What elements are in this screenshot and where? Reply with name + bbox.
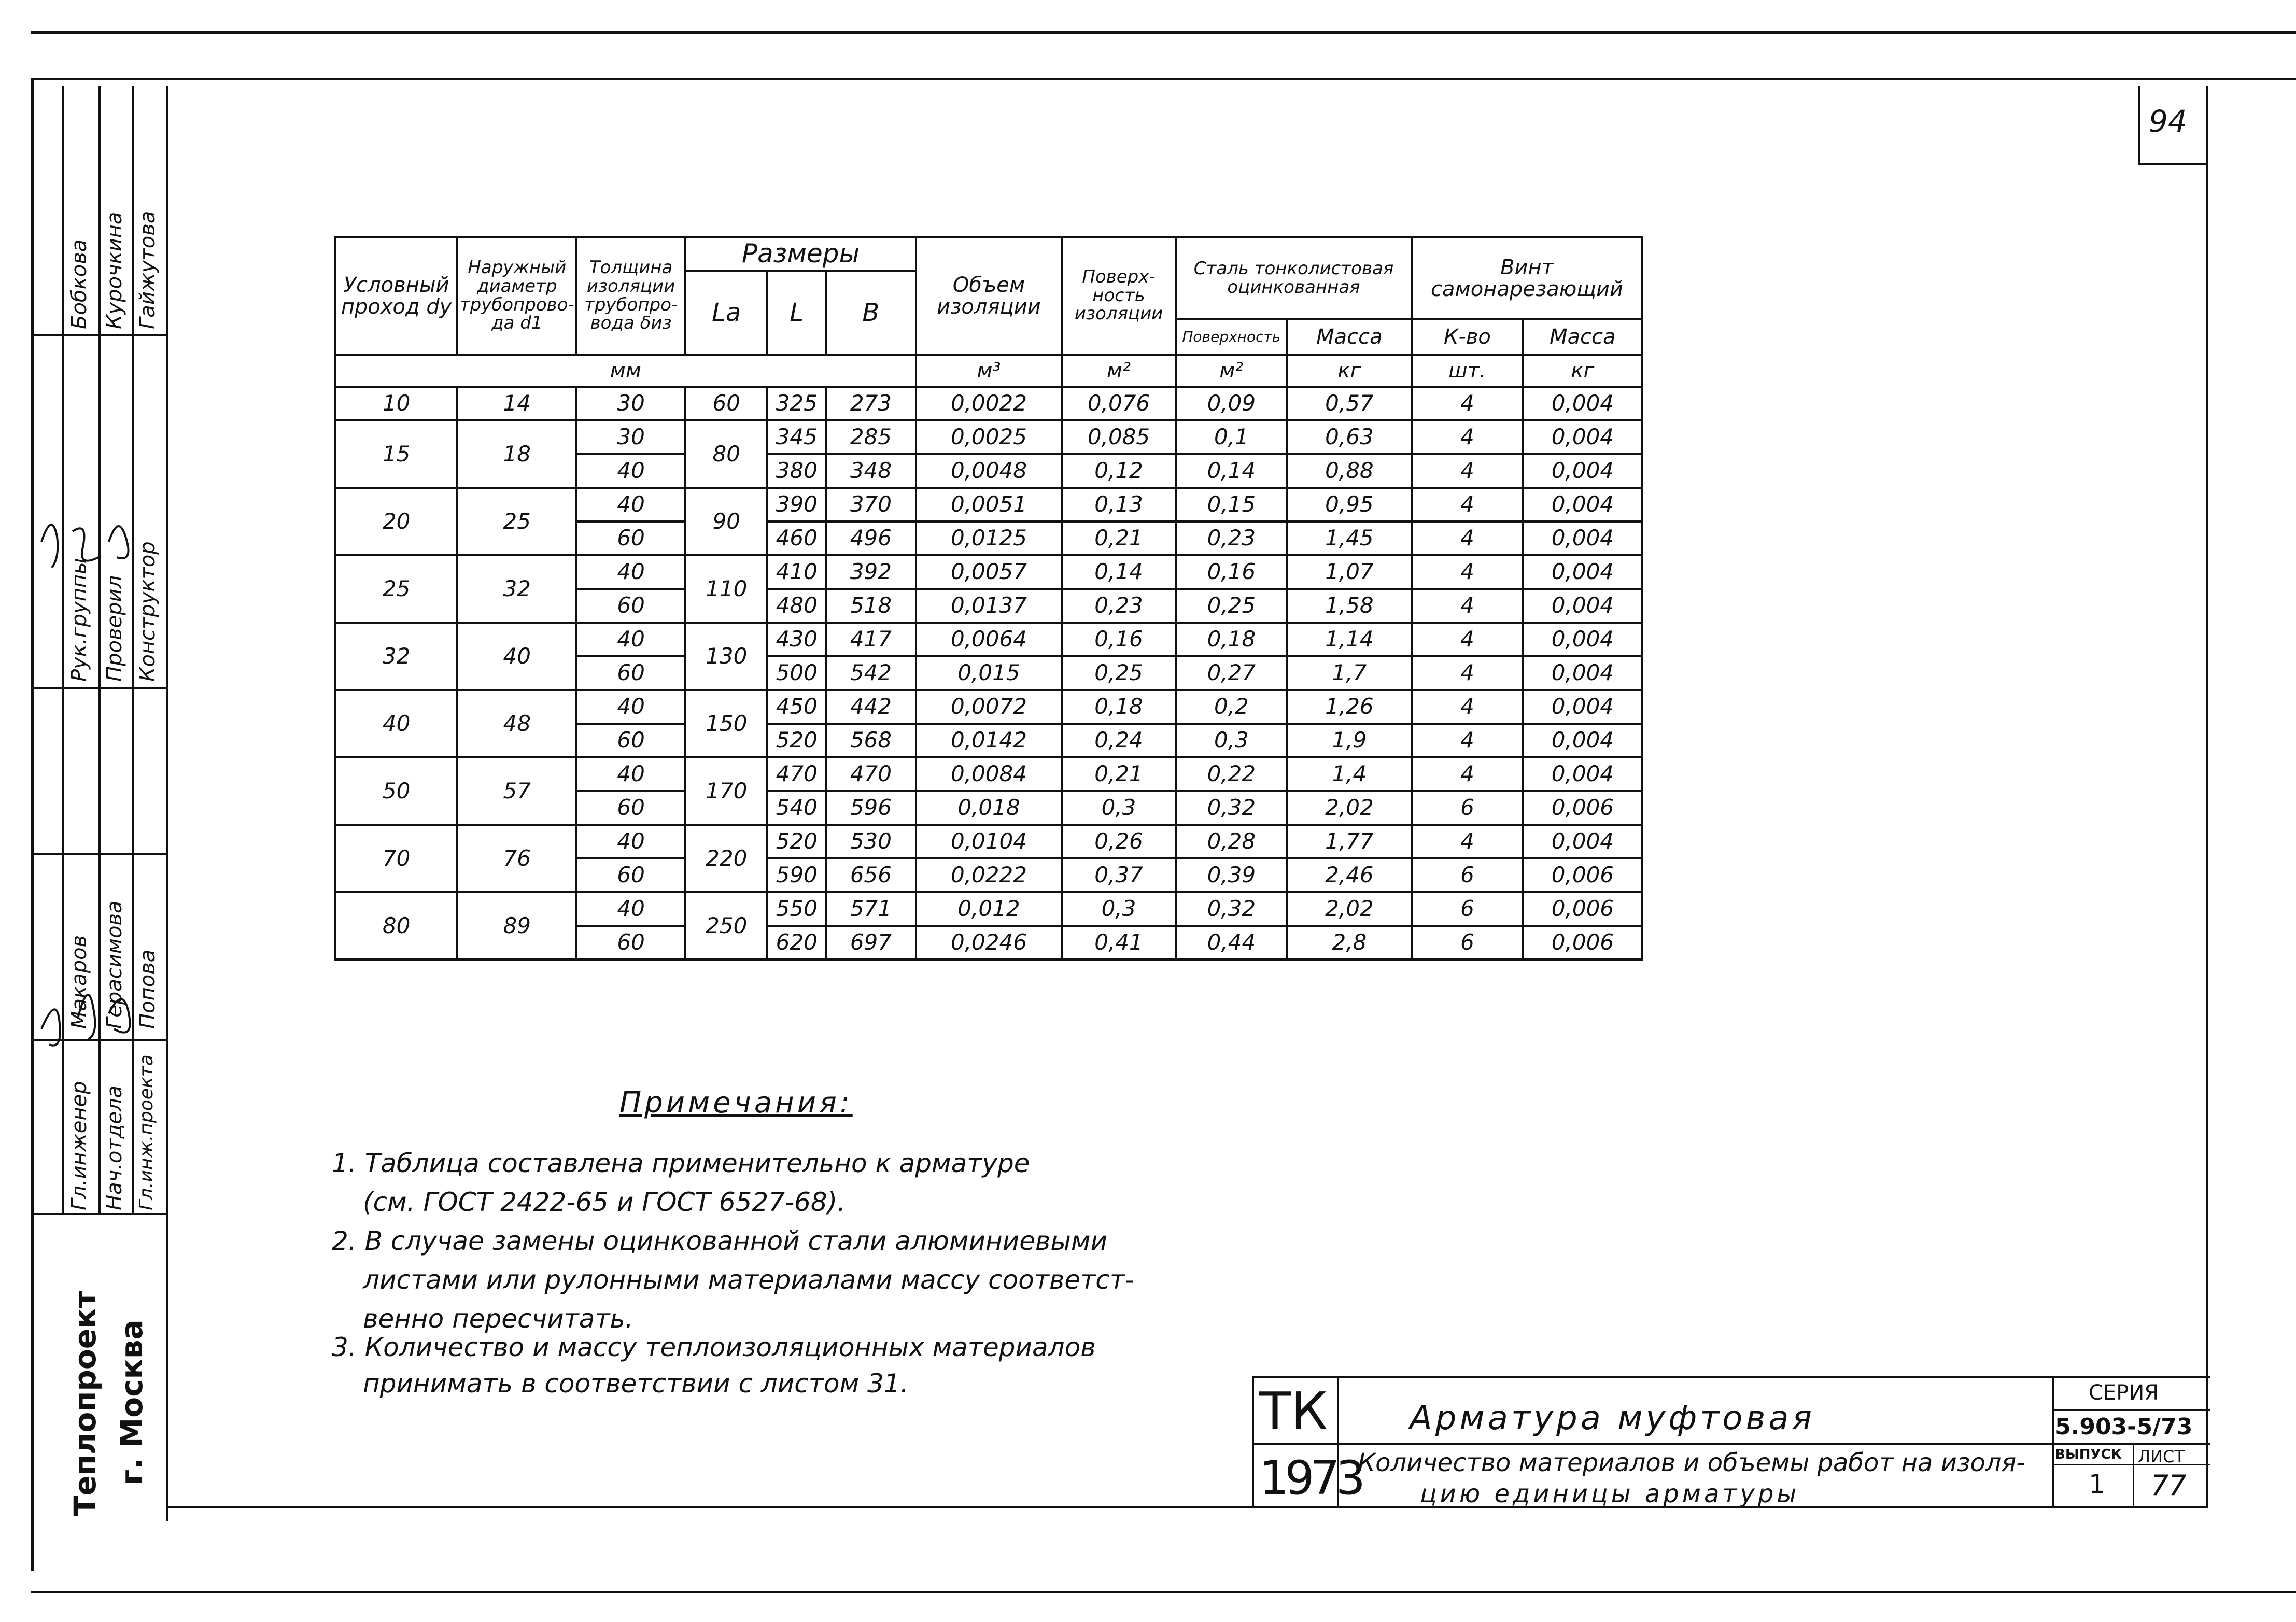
header-du: Условный проход dy xyxy=(335,237,457,355)
cell-outer-diameter: 18 xyxy=(457,420,576,488)
table-row xyxy=(335,825,1642,858)
cell-steel-mass: 1,7 xyxy=(1287,656,1412,690)
cell-l: 390 xyxy=(767,488,825,521)
cell-surface: 0,3 xyxy=(1062,791,1176,825)
table-row xyxy=(335,757,1642,791)
note-line: принимать в соответствии с листом 31. xyxy=(363,1369,909,1399)
cell-b: 273 xyxy=(826,387,916,420)
cell-outer-diameter: 14 xyxy=(457,387,576,420)
cell-steel-mass: 0,88 xyxy=(1287,454,1412,488)
cell-surface: 0,076 xyxy=(1062,387,1176,420)
cell-surface: 0,13 xyxy=(1062,488,1176,521)
cell-steel-surface: 0,25 xyxy=(1176,589,1287,623)
cell-la: 110 xyxy=(685,555,768,623)
cell-surface: 0,24 xyxy=(1062,724,1176,757)
cell-b: 442 xyxy=(826,690,916,724)
cell-l: 540 xyxy=(767,791,825,825)
cell-volume: 0,0137 xyxy=(916,589,1062,623)
year-label: 1973 xyxy=(1259,1451,1362,1505)
cell-outer-diameter: 25 xyxy=(457,488,576,555)
tk-label: ТК xyxy=(1259,1381,1328,1442)
signatures xyxy=(31,86,166,1226)
header-sizes: Размеры xyxy=(685,237,916,271)
cell-screw-mass: 0,004 xyxy=(1523,757,1642,791)
cell-screw-qty: 4 xyxy=(1412,454,1523,488)
cell-thickness: 60 xyxy=(576,589,685,623)
cell-outer-diameter: 32 xyxy=(457,555,576,623)
cell-steel-mass: 1,14 xyxy=(1287,623,1412,656)
cell-screw-mass: 0,004 xyxy=(1523,724,1642,757)
cell-b: 530 xyxy=(826,825,916,858)
header-screw: Винт самонарезающий xyxy=(1412,237,1642,319)
cell-surface: 0,16 xyxy=(1062,623,1176,656)
cell-volume: 0,0057 xyxy=(916,555,1062,589)
cell-l: 460 xyxy=(767,521,825,555)
cell-l: 380 xyxy=(767,454,825,488)
role-project-chief: Гл.инж.проекта xyxy=(136,1054,157,1210)
header-b: B xyxy=(826,271,916,355)
cell-volume: 0,0022 xyxy=(916,387,1062,420)
role-group-head: Рук.группы xyxy=(67,558,91,682)
cell-screw-qty: 4 xyxy=(1412,757,1523,791)
cell-thickness: 60 xyxy=(576,724,685,757)
cell-screw-mass: 0,004 xyxy=(1523,387,1642,420)
name-4: Макаров xyxy=(67,935,91,1029)
cell-b: 518 xyxy=(826,589,916,623)
cell-steel-surface: 0,27 xyxy=(1176,656,1287,690)
cell-volume: 0,018 xyxy=(916,791,1062,825)
cell-thickness: 40 xyxy=(576,454,685,488)
cell-thickness: 40 xyxy=(576,825,685,858)
name-1: Бобкова xyxy=(67,239,91,329)
cell-screw-qty: 4 xyxy=(1412,724,1523,757)
header-surface: Поверх-ность изоляции xyxy=(1062,237,1176,355)
cell-b: 348 xyxy=(826,454,916,488)
cell-du: 10 xyxy=(335,387,457,420)
cell-outer-diameter: 40 xyxy=(457,623,576,690)
cell-la: 250 xyxy=(685,892,768,960)
unit-m3: м³ xyxy=(916,355,1062,387)
cell-screw-qty: 4 xyxy=(1412,589,1523,623)
cell-thickness: 40 xyxy=(576,488,685,521)
cell-steel-surface: 0,16 xyxy=(1176,555,1287,589)
cell-screw-qty: 4 xyxy=(1412,690,1523,724)
cell-thickness: 40 xyxy=(576,623,685,656)
cell-volume: 0,0064 xyxy=(916,623,1062,656)
cell-steel-mass: 0,57 xyxy=(1287,387,1412,420)
cell-l: 550 xyxy=(767,892,825,926)
cell-b: 470 xyxy=(826,757,916,791)
issue-label: ВЫПУСК xyxy=(2055,1447,2122,1462)
cell-screw-mass: 0,004 xyxy=(1523,488,1642,521)
role-dept-head: Нач.отдела xyxy=(103,1085,126,1210)
unit-pcs: шт. xyxy=(1412,355,1523,387)
cell-thickness: 30 xyxy=(576,387,685,420)
sheet-value: 77 xyxy=(2151,1469,2187,1502)
cell-surface: 0,21 xyxy=(1062,521,1176,555)
cell-screw-mass: 0,006 xyxy=(1523,791,1642,825)
materials-table xyxy=(334,236,1643,961)
cell-l: 590 xyxy=(767,858,825,892)
table-row xyxy=(335,420,1642,454)
cell-b: 370 xyxy=(826,488,916,521)
cell-volume: 0,0048 xyxy=(916,454,1062,488)
cell-du: 50 xyxy=(335,757,457,825)
title-block xyxy=(1252,1376,2210,1508)
series-value: 5.903-5/73 xyxy=(2055,1414,2193,1440)
cell-thickness: 60 xyxy=(576,656,685,690)
cell-screw-qty: 6 xyxy=(1412,791,1523,825)
cell-b: 568 xyxy=(826,724,916,757)
cell-steel-surface: 0,22 xyxy=(1176,757,1287,791)
cell-thickness: 40 xyxy=(576,690,685,724)
cell-screw-mass: 0,006 xyxy=(1523,926,1642,960)
cell-thickness: 40 xyxy=(576,892,685,926)
cell-steel-surface: 0,15 xyxy=(1176,488,1287,521)
table-row xyxy=(335,892,1642,926)
cell-steel-mass: 2,8 xyxy=(1287,926,1412,960)
cell-b: 542 xyxy=(826,656,916,690)
cell-screw-mass: 0,004 xyxy=(1523,656,1642,690)
cell-surface: 0,26 xyxy=(1062,825,1176,858)
cell-steel-mass: 1,58 xyxy=(1287,589,1412,623)
cell-la: 220 xyxy=(685,825,768,892)
title-sub-2: цию единицы арматуры xyxy=(1420,1479,1800,1508)
cell-steel-surface: 0,18 xyxy=(1176,623,1287,656)
cell-steel-mass: 1,4 xyxy=(1287,757,1412,791)
title-sub-1: Количество материалов и объемы работ на изоля- xyxy=(1358,1448,2025,1477)
cell-screw-qty: 4 xyxy=(1412,623,1523,656)
cell-b: 697 xyxy=(826,926,916,960)
cell-steel-surface: 0,39 xyxy=(1176,858,1287,892)
cell-outer-diameter: 57 xyxy=(457,757,576,825)
name-2: Курочкина xyxy=(103,211,126,329)
cell-steel-surface: 0,14 xyxy=(1176,454,1287,488)
note-line: листами или рулонными материалами массу соответст- xyxy=(363,1265,1134,1295)
cell-screw-qty: 6 xyxy=(1412,858,1523,892)
cell-b: 392 xyxy=(826,555,916,589)
cell-volume: 0,0222 xyxy=(916,858,1062,892)
cell-surface: 0,41 xyxy=(1062,926,1176,960)
top-border xyxy=(31,78,2296,80)
cell-thickness: 30 xyxy=(576,420,685,454)
header-steel: Сталь тонколистовая оцинкованная xyxy=(1176,237,1412,319)
cell-surface: 0,14 xyxy=(1062,555,1176,589)
cell-steel-surface: 0,1 xyxy=(1176,420,1287,454)
cell-screw-qty: 4 xyxy=(1412,521,1523,555)
notes-title: Примечания: xyxy=(619,1086,853,1120)
note-line: 3. Количество и массу теплоизоляционных материалов xyxy=(332,1332,1096,1362)
unit-m2: м² xyxy=(1176,355,1287,387)
cell-screw-qty: 6 xyxy=(1412,926,1523,960)
cell-thickness: 60 xyxy=(576,521,685,555)
cell-screw-mass: 0,004 xyxy=(1523,623,1642,656)
cell-screw-qty: 4 xyxy=(1412,555,1523,589)
cell-volume: 0,015 xyxy=(916,656,1062,690)
cell-steel-surface: 0,2 xyxy=(1176,690,1287,724)
cell-l: 450 xyxy=(767,690,825,724)
cell-l: 620 xyxy=(767,926,825,960)
cell-l: 480 xyxy=(767,589,825,623)
issue-value: 1 xyxy=(2089,1469,2105,1499)
cell-screw-mass: 0,006 xyxy=(1523,858,1642,892)
cell-la: 90 xyxy=(685,488,768,555)
cell-la: 170 xyxy=(685,757,768,825)
cell-steel-mass: 1,26 xyxy=(1287,690,1412,724)
cell-la: 80 xyxy=(685,420,768,488)
cell-screw-qty: 4 xyxy=(1412,387,1523,420)
cell-l: 430 xyxy=(767,623,825,656)
cell-l: 345 xyxy=(767,420,825,454)
cell-thickness: 60 xyxy=(576,858,685,892)
cell-outer-diameter: 89 xyxy=(457,892,576,960)
cell-b: 571 xyxy=(826,892,916,926)
note-line: венно пересчитать. xyxy=(363,1304,633,1334)
cell-steel-surface: 0,23 xyxy=(1176,521,1287,555)
table-row xyxy=(335,690,1642,724)
cell-du: 25 xyxy=(335,555,457,623)
cell-l: 520 xyxy=(767,825,825,858)
org-city: г. Москва xyxy=(114,1319,149,1485)
header-volume: Объем изоляции xyxy=(916,237,1062,355)
cell-volume: 0,0025 xyxy=(916,420,1062,454)
cell-surface: 0,12 xyxy=(1062,454,1176,488)
unit-m2: м² xyxy=(1062,355,1176,387)
cell-screw-mass: 0,004 xyxy=(1523,555,1642,589)
cell-steel-surface: 0,3 xyxy=(1176,724,1287,757)
cell-screw-mass: 0,004 xyxy=(1523,690,1642,724)
cell-outer-diameter: 48 xyxy=(457,690,576,757)
note-line: (см. ГОСТ 2422-65 и ГОСТ 6527-68). xyxy=(363,1187,846,1217)
cell-surface: 0,23 xyxy=(1062,589,1176,623)
header-la: La xyxy=(685,271,768,355)
cell-surface: 0,18 xyxy=(1062,690,1176,724)
top-border xyxy=(31,31,2296,34)
series-label: СЕРИЯ xyxy=(2089,1381,2159,1405)
name-6: Попова xyxy=(136,949,160,1029)
cell-volume: 0,0104 xyxy=(916,825,1062,858)
cell-screw-mass: 0,004 xyxy=(1523,454,1642,488)
cell-volume: 0,0051 xyxy=(916,488,1062,521)
cell-du: 80 xyxy=(335,892,457,960)
cell-l: 500 xyxy=(767,656,825,690)
cell-screw-qty: 6 xyxy=(1412,892,1523,926)
cell-screw-mass: 0,004 xyxy=(1523,825,1642,858)
unit-mm: мм xyxy=(335,355,916,387)
note-line: 2. В случае замены оцинкованной стали алюминиевыми xyxy=(332,1226,1108,1256)
cell-surface: 0,25 xyxy=(1062,656,1176,690)
header-outer-diameter: Наружный диаметр трубопрово-да d1 xyxy=(457,237,576,355)
cell-thickness: 40 xyxy=(576,757,685,791)
header-screw-mass: Масса xyxy=(1523,319,1642,355)
cell-du: 32 xyxy=(335,623,457,690)
cell-b: 417 xyxy=(826,623,916,656)
cell-la: 150 xyxy=(685,690,768,757)
table-row xyxy=(335,555,1642,589)
cell-volume: 0,0084 xyxy=(916,757,1062,791)
cell-screw-mass: 0,004 xyxy=(1523,589,1642,623)
cell-volume: 0,0142 xyxy=(916,724,1062,757)
name-5: Герасимова xyxy=(103,900,126,1029)
cell-steel-mass: 1,77 xyxy=(1287,825,1412,858)
cell-steel-mass: 0,63 xyxy=(1287,420,1412,454)
cell-b: 496 xyxy=(826,521,916,555)
cell-thickness: 60 xyxy=(576,926,685,960)
cell-b: 285 xyxy=(826,420,916,454)
header-screw-qty: К-во xyxy=(1412,319,1523,355)
cell-steel-mass: 2,02 xyxy=(1287,892,1412,926)
header-l: L xyxy=(767,271,825,355)
cell-volume: 0,012 xyxy=(916,892,1062,926)
name-3: Гайжутова xyxy=(136,210,160,329)
cell-du: 70 xyxy=(335,825,457,892)
cell-volume: 0,0125 xyxy=(916,521,1062,555)
title-main: Арматура муфтовая xyxy=(1410,1399,1815,1437)
cell-screw-mass: 0,004 xyxy=(1523,420,1642,454)
cell-b: 596 xyxy=(826,791,916,825)
cell-steel-surface: 0,28 xyxy=(1176,825,1287,858)
cell-steel-mass: 2,46 xyxy=(1287,858,1412,892)
cell-steel-mass: 0,95 xyxy=(1287,488,1412,521)
note-line: 1. Таблица составлена применительно к арматуре xyxy=(332,1148,1030,1178)
table-row xyxy=(335,488,1642,521)
cell-l: 470 xyxy=(767,757,825,791)
header-steel-surface: Поверхность xyxy=(1176,319,1287,355)
cell-steel-surface: 0,32 xyxy=(1176,791,1287,825)
cell-steel-surface: 0,09 xyxy=(1176,387,1287,420)
side-stamp xyxy=(31,86,166,1521)
role-chief-engineer: Гл.инженер xyxy=(67,1081,91,1210)
cell-surface: 0,21 xyxy=(1062,757,1176,791)
cell-steel-mass: 1,07 xyxy=(1287,555,1412,589)
cell-la: 60 xyxy=(685,387,768,420)
cell-screw-mass: 0,004 xyxy=(1523,521,1642,555)
cell-screw-qty: 4 xyxy=(1412,420,1523,454)
cell-screw-qty: 4 xyxy=(1412,656,1523,690)
cell-thickness: 40 xyxy=(576,555,685,589)
cell-outer-diameter: 76 xyxy=(457,825,576,892)
cell-steel-surface: 0,32 xyxy=(1176,892,1287,926)
cell-surface: 0,37 xyxy=(1062,858,1176,892)
sheet-label: ЛИСТ xyxy=(2138,1447,2185,1466)
right-border xyxy=(2206,86,2208,1506)
cell-steel-surface: 0,44 xyxy=(1176,926,1287,960)
cell-steel-mass: 2,02 xyxy=(1287,791,1412,825)
cell-volume: 0,0072 xyxy=(916,690,1062,724)
cell-du: 20 xyxy=(335,488,457,555)
cell-steel-mass: 1,45 xyxy=(1287,521,1412,555)
cell-screw-mass: 0,006 xyxy=(1523,892,1642,926)
cell-du: 40 xyxy=(335,690,457,757)
cell-l: 520 xyxy=(767,724,825,757)
cell-screw-qty: 4 xyxy=(1412,488,1523,521)
cell-volume: 0,0246 xyxy=(916,926,1062,960)
cell-l: 325 xyxy=(767,387,825,420)
header-steel-mass: Масса xyxy=(1287,319,1412,355)
cell-la: 130 xyxy=(685,623,768,690)
cell-surface: 0,085 xyxy=(1062,420,1176,454)
page-number: 94 xyxy=(2149,104,2187,139)
header-thickness: Толщина изоляции трубопро-вода δиз xyxy=(576,237,685,355)
unit-kg: кг xyxy=(1287,355,1412,387)
cell-b: 656 xyxy=(826,858,916,892)
role-designer: Конструктор xyxy=(136,541,160,682)
cell-screw-qty: 4 xyxy=(1412,825,1523,858)
cell-thickness: 60 xyxy=(576,791,685,825)
org-name: Теплопроект xyxy=(67,1290,103,1516)
cell-steel-mass: 1,9 xyxy=(1287,724,1412,757)
bottom-border xyxy=(31,1591,2296,1593)
cell-du: 15 xyxy=(335,420,457,488)
table-row xyxy=(335,623,1642,656)
table-row xyxy=(335,387,1642,420)
role-checker: Проверил xyxy=(103,575,126,682)
unit-kg: кг xyxy=(1523,355,1642,387)
cell-l: 410 xyxy=(767,555,825,589)
inner-left-border xyxy=(166,86,168,1521)
cell-surface: 0,3 xyxy=(1062,892,1176,926)
